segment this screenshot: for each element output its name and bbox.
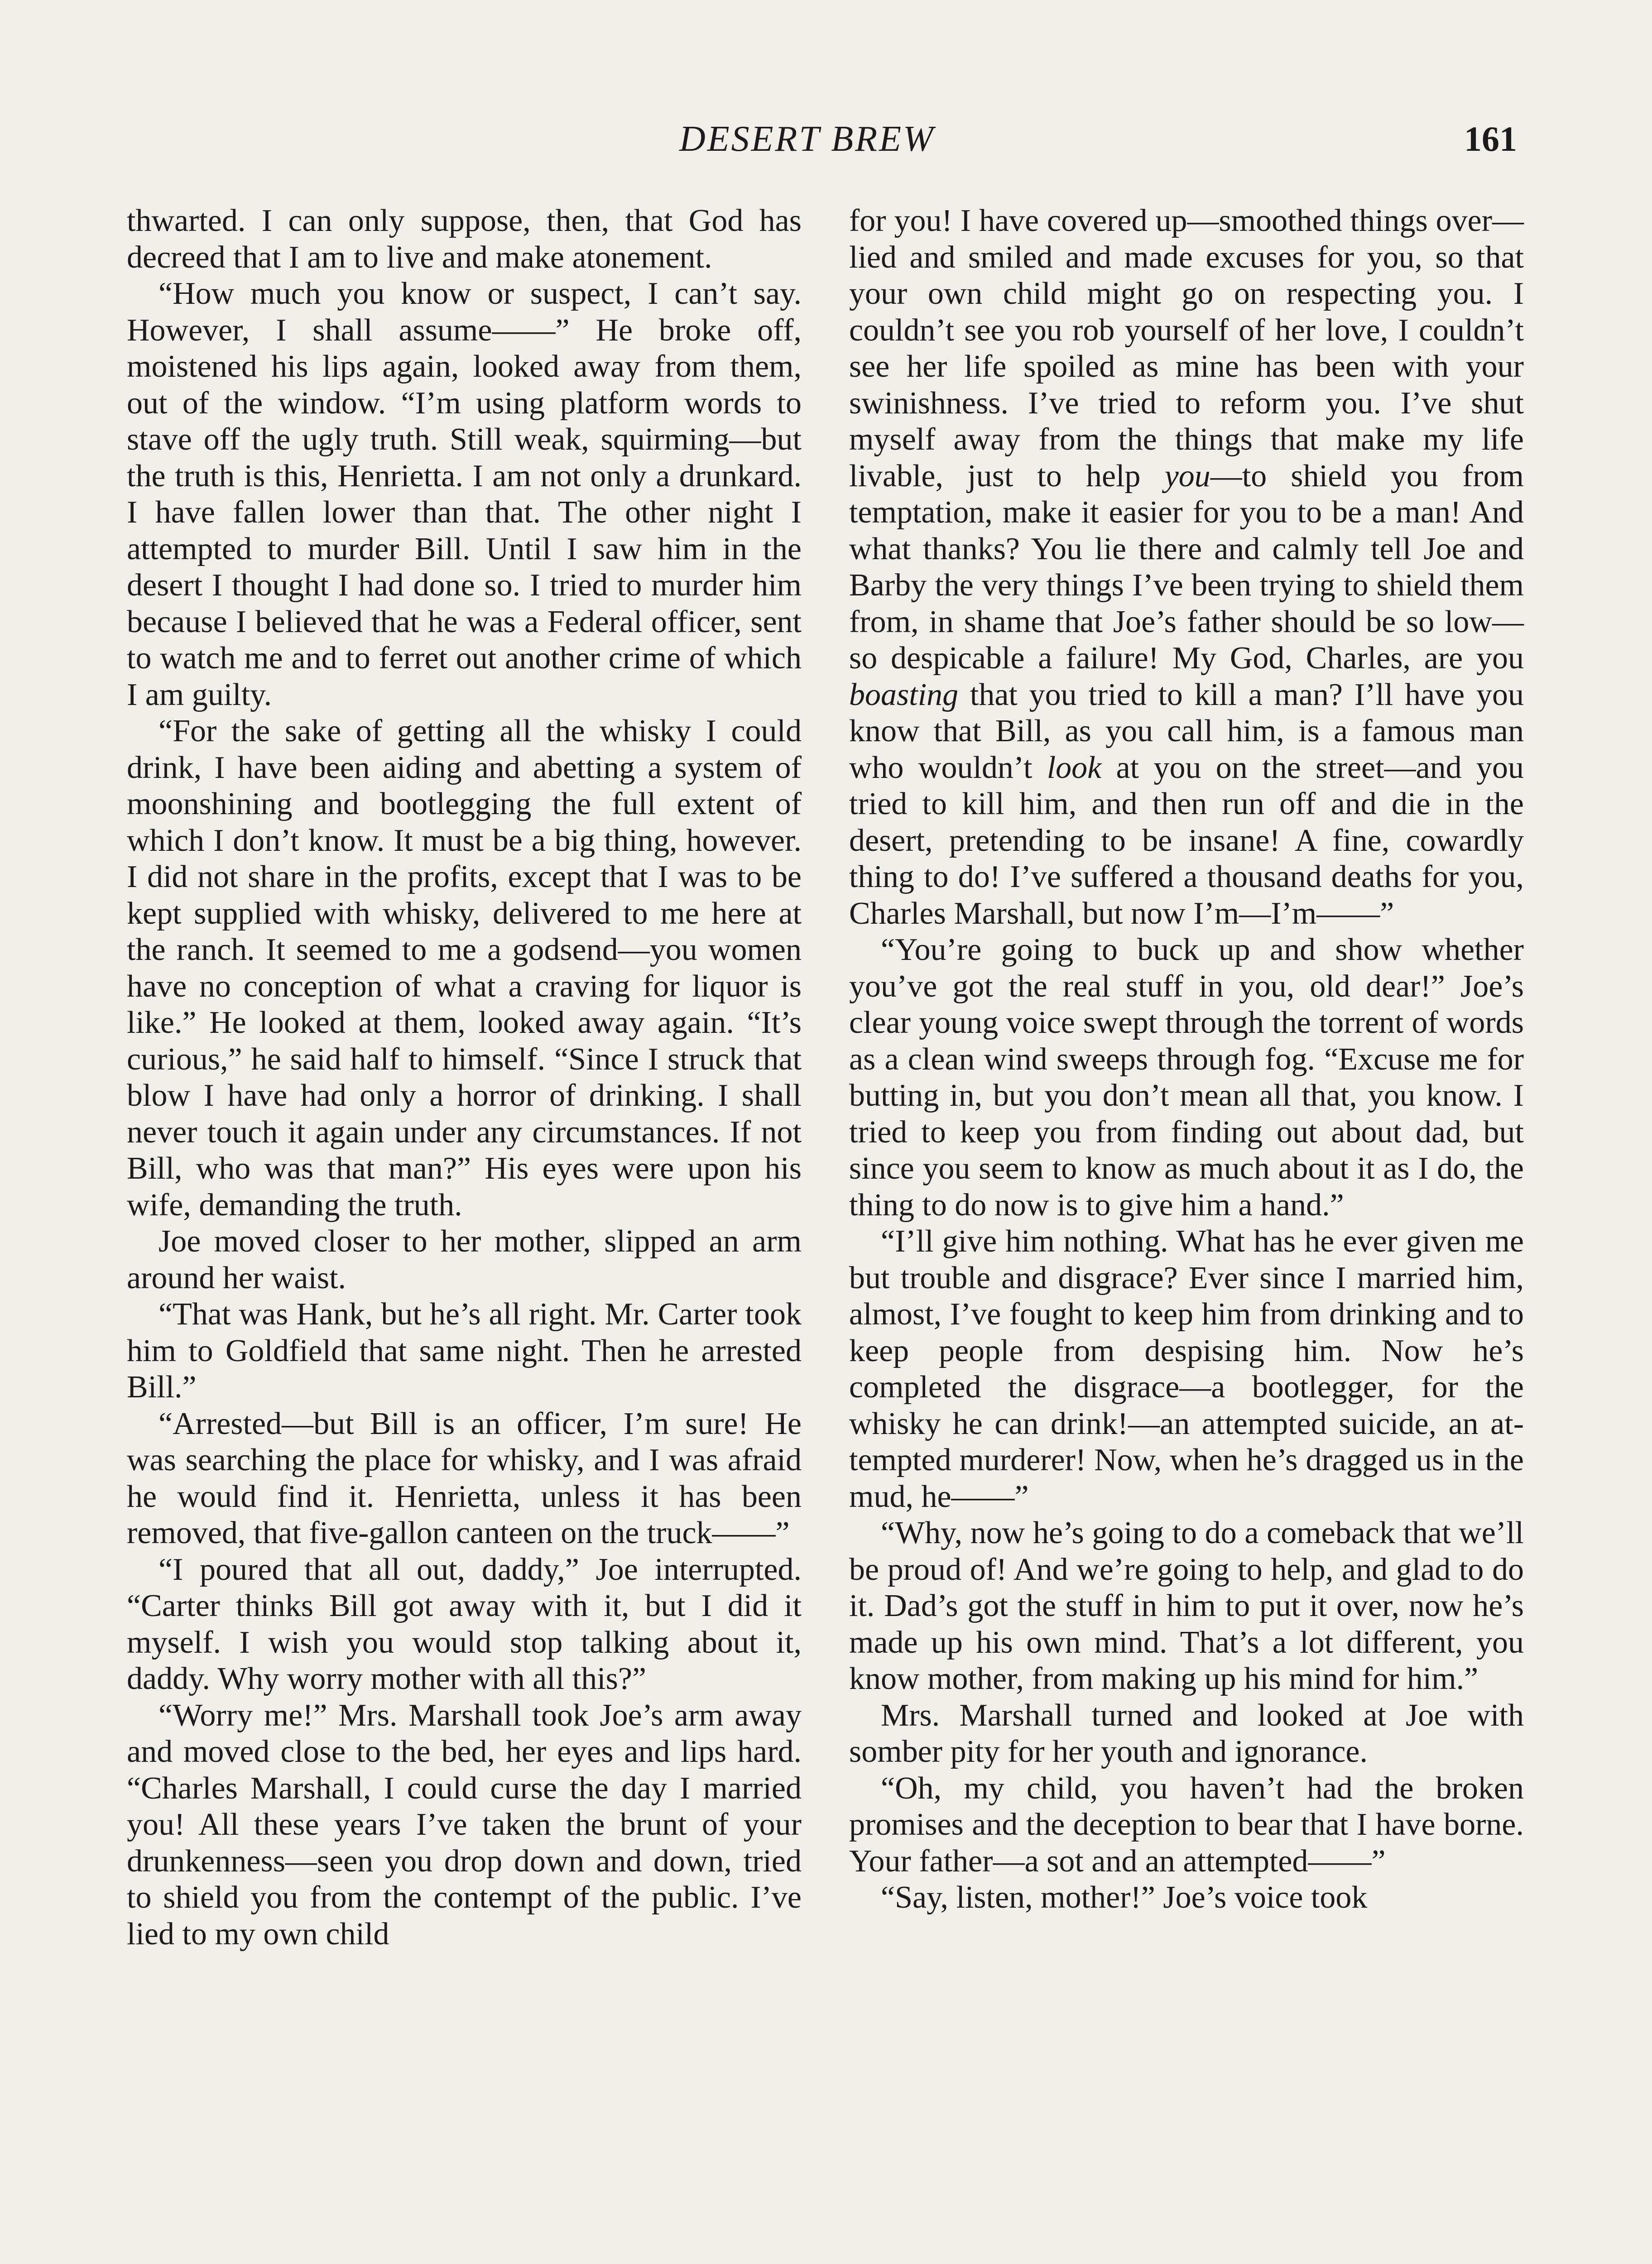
italic-text: look <box>1047 750 1102 785</box>
running-title: DESERT BREW <box>679 119 935 159</box>
paragraph: “I’ll give him nothing. What has he ever given me but trouble and disgrace? Ever since I married him, almost, I’ve fought to keep him from drinking and to keep people from despising him. Now he’s completed the disgrace—a bootlegger, for the whisky he can drink!—an attempted suicide, an attempted murderer! Now, when he’s dragged us in the mud, he——” <box>849 1224 1524 1514</box>
text-run: at you on the street—and you tried to kill him, and then run off and die in the desert, pretending to be insane! A fine, cowardly thing to do! I’ve suffered a thousand deaths for you, Charles Marshall, but now I’m—I’m——” <box>849 750 1524 931</box>
paragraph <box>849 203 1524 932</box>
paragraph: “Worry me!” Mrs. Marshall took Joe’s arm away and moved close to the bed, her eyes and lips hard. “Charles Marshall, I could curse the day I married you! All these years I’ve taken the brunt of your drunkenness—seen you drop down and down, tried to shield you from the contempt of the public. I’ve lied to my own child <box>127 1698 802 1952</box>
paragraph: “For the sake of getting all the whisky I could drink, I have been aiding and abetting a system of moonshining and bootlegging the full extent of which I don’t know. It must be a big thing, however. I did not share in the profits, except that I was to be kept supplied with whisky, delivered to me here at the ranch. It seemed to me a godsend—you women have no conception of what a craving for liquor is like.” He looked at them, looked away again. “It’s curious,” he said half to himself. “Since I struck that blow I have had only a horror of drinking. I shall never touch it again under any circumstances. If not Bill, who was that man?” His eyes were upon his wife, demanding the truth. <box>127 714 802 1223</box>
paragraph: “Why, now he’s going to do a comeback that we’ll be proud of! And we’re going to help, and glad to do it. Dad’s got the stuff in him to put it over, now he’s made up his own mind. That’s a lot different, you know mother, from making up his mind for him.” <box>849 1516 1524 1696</box>
italic-text: boasting <box>849 677 959 712</box>
paragraph: “How much you know or suspect, I can’t say. However, I shall assume——” He broke off, moistened his lips again, looked away from them, out of the window. “I’m using platform words to stave off the ugly truth. Still weak, squirming—but the truth is this, Henrietta. I am not only a drunkard. I have fallen lower than that. The other night I attempted to murder Bill. Until I saw him in the desert I thought I had done so. I tried to murder him because I believed that he was a Federal officer, sent to watch me and to ferret out another crime of which I am guilty. <box>127 276 802 712</box>
left-column <box>127 203 802 1952</box>
paragraph: “Say, listen, mother!” Joe’s voice took <box>881 1880 1368 1915</box>
paragraph: “You’re going to buck up and show whether you’ve got the real stuff in you, old dear!” Joe’s clear young voice swept through the torrent of words as a clean wind sweeps through fog. “Excuse me for butting in, but you don’t mean all that, you know. I tried to keep you from finding out about dad, but since you seem to know as much about it as I do, the thing to do now is to give him a hand.” <box>849 932 1524 1223</box>
paragraph: “Arrested—but Bill is an officer, I’m sure! He was searching the place for whisky, and I was afraid he would find it. Henrietta, unless it has been removed, that five-gallon canteen on the truck——” <box>127 1406 802 1550</box>
paragraph: thwarted. I can only suppose, then, that God has decreed that I am to live and make atonement. <box>127 203 802 275</box>
text-run: that you tried to kill a man? I’ll have you know that Bill, as you call him, is a famous man who wouldn’t <box>849 677 1524 785</box>
italic-text: you <box>1164 458 1210 494</box>
paragraph: Mrs. Marshall turned and looked at Joe with somber pity for her youth and ignorance. <box>849 1698 1524 1769</box>
paragraph: “I poured that all out, daddy,” Joe interrupted. “Carter thinks Bill got away with it, but I did it myself. I wish you would stop talking about it, daddy. Why worry mother with all this?” <box>127 1552 802 1696</box>
text-run: —to shield you from temptation, make it easier for you to be a man! And what thanks? You lie there and calmly tell Joe and Barby the very things I’ve been trying to shield them from, in shame that Joe’s father should be so low—so despicable a failure! My God, Charles, are you <box>849 458 1524 676</box>
paragraph: “That was Hank, but he’s all right. Mr. Carter took him to Goldfield that same night. Then he arrested Bill.” <box>127 1297 802 1405</box>
text-run: for you! I have covered up—smoothed things over—lied and smiled and made excuses for you, so that your own child might go on respecting you. I couldn’t see you rob yourself of her love, I couldn’t see her life spoiled as mine has been with your swinishness. I’ve tried to reform you. I’ve shut myself away from the things that make my life livable, just to help <box>849 203 1524 494</box>
page-header <box>543 119 1517 173</box>
paragraph: Joe moved closer to her mother, slipped an arm around her waist. <box>127 1224 802 1295</box>
paragraph: “Oh, my child, you haven’t had the broken promises and the deception to bear that I have borne. Your father—a sot and an attempted——” <box>849 1770 1524 1879</box>
page-number: 161 <box>1464 119 1517 158</box>
right-column <box>849 203 1524 1916</box>
